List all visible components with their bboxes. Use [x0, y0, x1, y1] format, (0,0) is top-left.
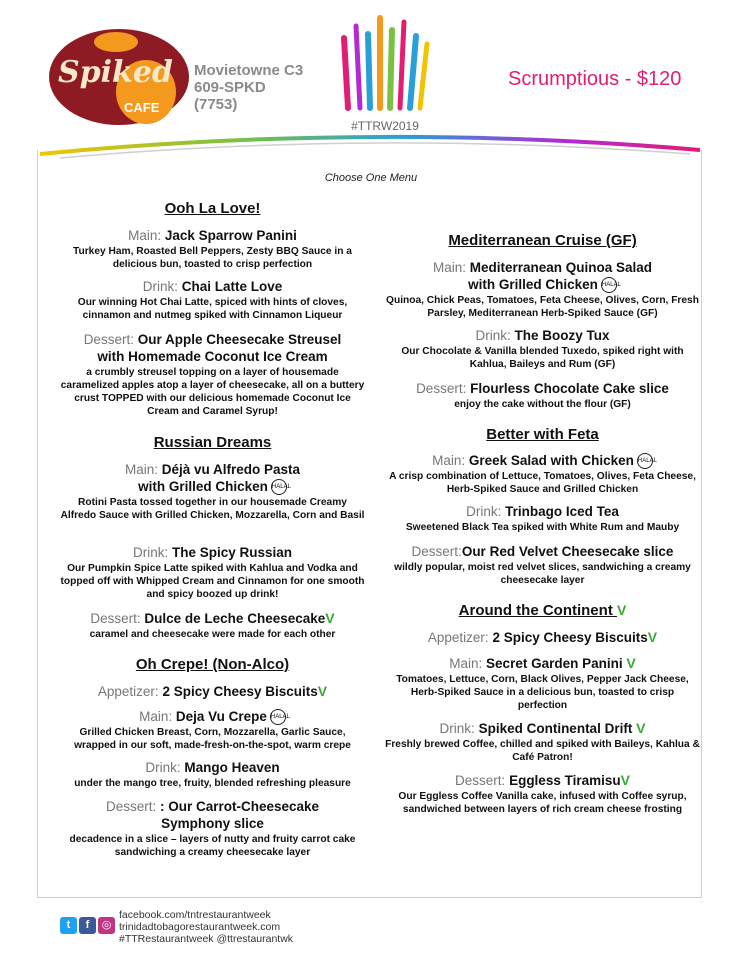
menu-title-ooh-la-love: Ooh La Love!	[164, 200, 261, 217]
feta-dessert: Dessert:Our Red Velvet Cheesecake slice wildly popular, moist red velvet slices, sandwiching a creamy cheesecake layer	[394, 544, 691, 586]
ooh-main: Main: Jack Sparrow Panini Turkey Ham, Roasted Bell Peppers, Zesty BBQ Sauce in a delicious bun, toasted to crisp perfection	[73, 228, 352, 270]
menu-title-oh-crepe: Oh Crepe! (Non-Alco)	[135, 656, 290, 673]
leaf-icon: V	[325, 610, 335, 626]
russian-main: Main: Déjà vu Alfredo Pasta with Grilled Chicken HALAL Rotini Pasta tossed together in our housemade Creamy Alfredo Sauce with Grilled Chicken, Mozzarella, Corn and Basil	[60, 462, 365, 522]
continent-main: Main: Secret Garden Panini V Tomatoes, Lettuce, Corn, Black Olives, Pepper Jack Cheese, Herb-Spiked Sauce in a delicious bun, toasted to crisp perfection	[396, 655, 689, 711]
instagram-icon[interactable]: ◎	[98, 917, 115, 934]
feta-main: Main: Greek Salad with Chicken HALAL A crisp combination of Lettuce, Tomatoes, Olives, Feta Cheese, Herb-Spiked Sauce and Grilled Chicken	[389, 453, 696, 496]
ttrw-utensils-logo	[330, 8, 440, 134]
twitter-icon[interactable]: t	[60, 917, 77, 934]
med-dessert: Dessert: Flourless Chocolate Cake slice enjoy the cake without the flour (GF)	[416, 381, 669, 410]
feta-drink: Drink: Trinbago Iced Tea Sweetened Black Tea spiked with White Rum and Mauby	[405, 504, 680, 533]
continent-dessert: Dessert: Eggless TiramisuV Our Eggless Coffee Vanilla cake, infused with Coffee syrup, sandwiched between layers of rich cream cheese frosting	[398, 772, 687, 815]
menu-title-around-the-continent: Around the Continent V	[458, 602, 627, 619]
med-drink: Drink: The Boozy Tux Our Chocolate & Vanilla blended Tuxedo, spiked right with Kahlua, Baileys and Rum (GF)	[401, 328, 684, 370]
ooh-drink: Drink: Chai Latte Love Our winning Hot Chai Latte, spiced with hints of cloves, cinnamon and nutmeg spiked with Cinnamon Liqueur	[77, 279, 348, 321]
menu-title-better-with-feta: Better with Feta	[486, 426, 599, 443]
menu-price: Scrumptious - $120	[508, 68, 682, 90]
spiked-cafe-logo	[44, 22, 194, 132]
leaf-icon: V	[620, 772, 630, 788]
svg-text:CAFE: CAFE	[124, 100, 160, 115]
halal-icon: HALAL	[270, 709, 286, 725]
facebook-icon[interactable]: f	[79, 917, 96, 934]
crepe-dessert: Dessert: : Our Carrot-Cheesecake Symphony slice decadence in a slice – layers of nutty and fruity carrot cake sandwiching a creamy cheesecake layer	[69, 799, 356, 858]
venue-location: Movietowne C3	[194, 62, 304, 79]
choose-one-menu: Choose One Menu	[324, 172, 418, 184]
venue-phone-digits: (7753)	[194, 96, 238, 113]
website-link[interactable]: trinidadtobagorestaurantweek.com	[119, 921, 281, 933]
halal-icon: HALAL	[601, 277, 617, 293]
facebook-link[interactable]: facebook.com/tntrestaurantweek	[119, 909, 271, 921]
venue-info	[194, 62, 303, 113]
social-icons	[60, 917, 117, 937]
crepe-appetizer: Appetizer: 2 Spicy Cheesy BiscuitsV	[97, 683, 328, 699]
continent-drink: Drink: Spiked Continental Drift V Freshly brewed Coffee, chilled and spiked with Baileys, Kahlua & Café Patron!	[385, 720, 700, 763]
leaf-icon: V	[636, 720, 646, 736]
crepe-drink: Drink: Mango Heaven under the mango tree, fruity, blended refreshing pleasure	[74, 760, 351, 789]
ooh-dessert: Dessert: Our Apple Cheesecake Streusel with Homemade Coconut Ice Cream a crumbly streusel topping on a layer of housemade caramelized apples atop a layer of cheesecake, all on a buttery crust TOPPED with our delicious homemade Coconut Ice Cream and Caramel Syrup!	[60, 332, 365, 417]
svg-text:#TTRW2019: #TTRW2019	[351, 119, 419, 133]
leaf-icon: V	[317, 683, 328, 699]
crepe-main: Main: Deja Vu Crepe HALAL Grilled Chicken Breast, Corn, Mozzarella, Garlic Sauce, wrapped in our soft, made-fresh-on-the-spot, warm crepe	[74, 709, 351, 752]
hashtag-handles: #TTRestaurantweek @ttrestaurantwk	[119, 933, 294, 945]
menu-title-russian-dreams: Russian Dreams	[153, 434, 272, 451]
halal-icon: HALAL	[271, 479, 287, 495]
continent-appetizer: Appetizer: 2 Spicy Cheesy BiscuitsV	[427, 629, 658, 645]
venue-phone: 609-SPKD	[194, 79, 266, 96]
menu-title-mediterranean-cruise: Mediterranean Cruise (GF)	[448, 232, 637, 249]
leaf-icon: V	[647, 629, 658, 645]
leaf-icon: V	[626, 655, 636, 671]
leaf-icon: V	[616, 602, 627, 618]
russian-drink: Drink: The Spicy Russian Our Pumpkin Spice Latte spiked with Kahlua and Vodka and topped off with Whipped Cream and Cinnamon for one smooth and spicy boozed up drink!	[60, 545, 365, 600]
med-main: Main: Mediterranean Quinoa Salad with Grilled Chicken HALAL Quinoa, Chick Peas, Tomatoes, Feta Cheese, Olives, Corn, Fresh Parsley, Mediterranean Herb-Spiked Sauce (GF)	[386, 260, 699, 320]
russian-dessert: Dessert: Dulce de Leche CheesecakeV caramel and cheesecake were made for each other	[89, 610, 336, 640]
halal-icon: HALAL	[637, 453, 653, 469]
footer-links	[119, 909, 293, 945]
svg-text:Spiked: Spiked	[58, 55, 173, 90]
